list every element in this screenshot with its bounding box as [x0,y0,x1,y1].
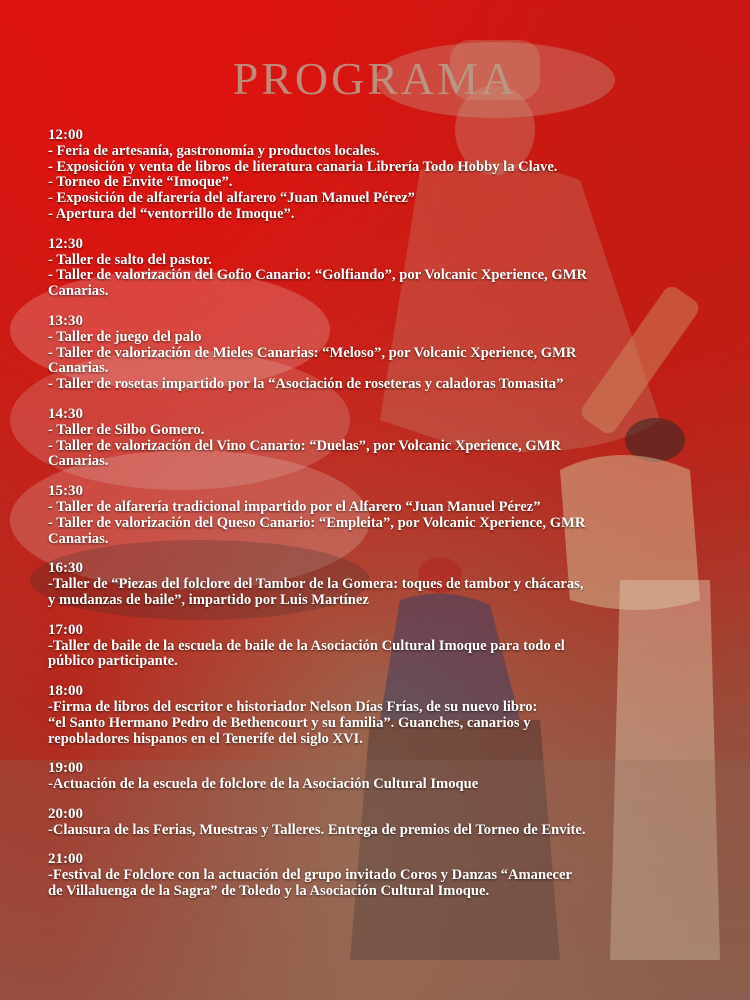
slot-activity: Canarias. [48,453,109,470]
slot-time: 12:30 [48,235,83,252]
slot-time: 14:30 [48,405,83,422]
slot-activity: -Firma de libros del escritor e historiador Nelson Días Frías, de su nuevo libro: [48,698,538,715]
slot-time: 18:00 [48,683,83,700]
slot-activity: y mudanzas de baile”, impartido por Luis Martínez [48,591,369,608]
page-title: PROGRAMA [232,53,518,104]
slot-time: 13:30 [48,312,83,329]
schedule-slot [48,128,718,223]
schedule-slot [48,684,718,747]
program-schedule [48,128,718,914]
schedule-slot [48,761,718,793]
schedule-slot [48,852,718,899]
slot-activity: -Taller de “Piezas del folclore del Tambor de la Gomera: toques de tambor y chácaras, [48,576,584,593]
slot-activity: - Exposición de alfarería del alfarero “Juan Manuel Pérez” [48,190,415,207]
slot-time: 21:00 [48,851,83,868]
slot-activity: - Taller de salto del pastor. [48,251,212,268]
slot-time: 17:00 [48,621,83,638]
schedule-slot [48,561,718,608]
slot-activity: de Villaluenga de la Sagra” de Toledo y la Asociación Cultural Imoque. [48,883,490,900]
schedule-slot [48,623,718,670]
schedule-slot [48,314,718,393]
slot-activity: - Feria de artesanía, gastronomía y productos locales. [48,142,380,159]
slot-activity: - Taller de alfarería tradicional impartido por el Alfarero “Juan Manuel Pérez” [48,498,541,515]
slot-activity: -Actuación de la escuela de folclore de la Asociación Cultural Imoque [48,776,479,793]
slot-time: 15:30 [48,483,83,500]
slot-activity: - Exposición y venta de libros de literatura canaria Librería Todo Hobby la Clave. [48,158,558,175]
schedule-slot [48,807,718,839]
slot-activity: -Taller de baile de la escuela de baile de la Asociación Cultural Imoque para todo el [48,637,565,654]
slot-activity: - Taller de juego del palo [48,328,202,345]
slot-activity: repobladores hispanos en el Tenerife del siglo XVI. [48,730,363,747]
slot-activity: público participante. [48,653,178,670]
slot-activity: -Clausura de las Ferias, Muestras y Talleres. Entrega de premios del Torneo de Envite. [48,821,586,838]
slot-activity: - Taller de valorización del Queso Canario: “Empleita”, por Volcanic Xperience, GMR [48,514,586,531]
slot-time: 20:00 [48,805,83,822]
slot-activity: Canarias. [48,360,109,377]
slot-activity: - Taller de valorización del Vino Canario: “Duelas”, por Volcanic Xperience, GMR [48,437,562,454]
slot-activity: - Taller de rosetas impartido por la “Asociación de roseteras y caladoras Tomasita” [48,376,564,393]
slot-time: 16:30 [48,560,83,577]
schedule-slot [48,407,718,470]
slot-activity: “el Santo Hermano Pedro de Bethencourt y su familia”. Guanches, canarios y [48,714,531,731]
schedule-slot [48,237,718,300]
slot-time: 19:00 [48,760,83,777]
slot-activity: - Torneo de Envite “Imoque”. [48,174,233,191]
slot-activity: -Festival de Folclore con la actuación del grupo invitado Coros y Danzas “Amanecer [48,867,572,884]
slot-activity: - Apertura del “ventorrillo de Imoque”. [48,205,295,222]
slot-activity: - Taller de Silbo Gomero. [48,421,205,438]
slot-time: 12:00 [48,127,83,143]
slot-activity: - Taller de valorización del Gofio Canario: “Golfiando”, por Volcanic Xperience, GMR [48,267,588,284]
slot-activity: - Taller de valorización de Mieles Canarias: “Meloso”, por Volcanic Xperience, GMR [48,344,577,361]
schedule-slot [48,484,718,547]
slot-activity: Canarias. [48,283,109,300]
slot-activity: Canarias. [48,530,109,547]
